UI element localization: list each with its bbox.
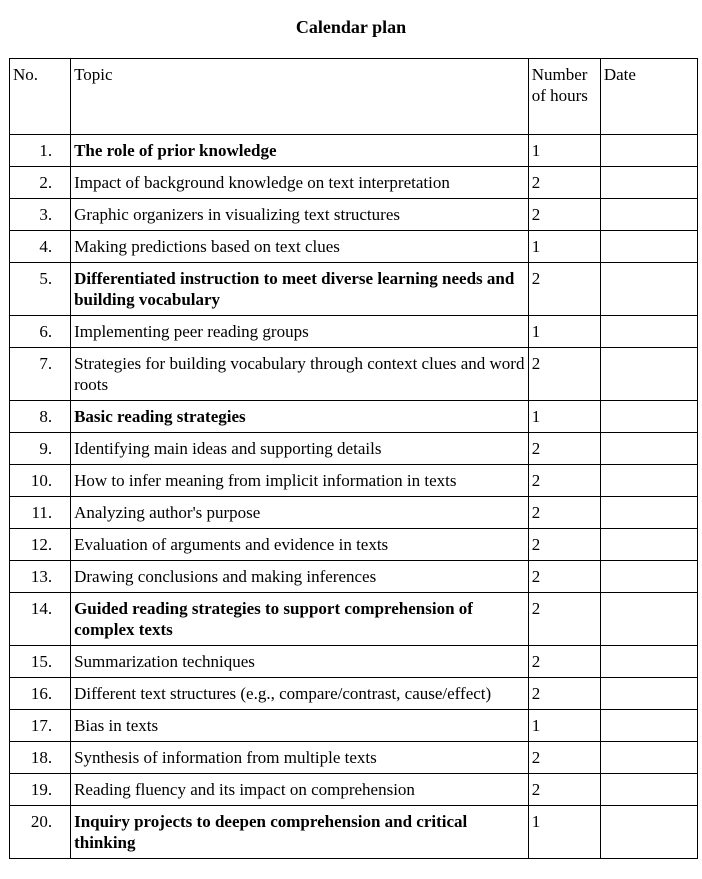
row-number: 20.	[10, 806, 71, 859]
row-topic: Drawing conclusions and making inferences	[71, 561, 529, 593]
table-row	[10, 231, 698, 263]
row-number: 10.	[10, 465, 71, 497]
row-date	[600, 465, 697, 497]
table-row	[10, 806, 698, 859]
row-hours: 2	[528, 646, 600, 678]
table-header-row	[10, 59, 698, 135]
table-row	[10, 199, 698, 231]
row-topic: How to infer meaning from implicit information in texts	[71, 465, 529, 497]
table-row	[10, 646, 698, 678]
row-hours: 2	[528, 497, 600, 529]
header-topic: Topic	[71, 59, 529, 135]
row-topic: Reading fluency and its impact on comprehension	[71, 774, 529, 806]
row-hours: 2	[528, 529, 600, 561]
row-topic: Implementing peer reading groups	[71, 316, 529, 348]
table-row	[10, 433, 698, 465]
table-row	[10, 678, 698, 710]
table-row	[10, 465, 698, 497]
header-hours: Number of hours	[528, 59, 600, 135]
row-topic-section: The role of prior knowledge	[71, 135, 529, 167]
row-topic: Synthesis of information from multiple texts	[71, 742, 529, 774]
row-hours: 1	[528, 710, 600, 742]
table-row	[10, 348, 698, 401]
row-hours: 1	[528, 316, 600, 348]
row-date	[600, 561, 697, 593]
row-hours: 2	[528, 167, 600, 199]
row-topic: Analyzing author's purpose	[71, 497, 529, 529]
table-row	[10, 497, 698, 529]
row-date	[600, 263, 697, 316]
row-date	[600, 135, 697, 167]
row-hours: 1	[528, 231, 600, 263]
row-number: 1.	[10, 135, 71, 167]
row-date	[600, 774, 697, 806]
row-date	[600, 742, 697, 774]
row-topic: Summarization techniques	[71, 646, 529, 678]
row-hours: 2	[528, 742, 600, 774]
row-date	[600, 678, 697, 710]
table-row	[10, 529, 698, 561]
row-date	[600, 231, 697, 263]
table-row	[10, 316, 698, 348]
row-hours: 2	[528, 263, 600, 316]
row-topic-section: Inquiry projects to deepen comprehension and critical thinking	[71, 806, 529, 859]
row-date	[600, 167, 697, 199]
table-row	[10, 593, 698, 646]
row-date	[600, 433, 697, 465]
row-number: 16.	[10, 678, 71, 710]
row-date	[600, 348, 697, 401]
row-hours: 2	[528, 774, 600, 806]
row-number: 3.	[10, 199, 71, 231]
row-number: 18.	[10, 742, 71, 774]
row-number: 9.	[10, 433, 71, 465]
row-topic: Strategies for building vocabulary through context clues and word roots	[71, 348, 529, 401]
table-row	[10, 401, 698, 433]
row-number: 19.	[10, 774, 71, 806]
row-hours: 1	[528, 135, 600, 167]
row-number: 11.	[10, 497, 71, 529]
row-topic: Impact of background knowledge on text interpretation	[71, 167, 529, 199]
row-number: 12.	[10, 529, 71, 561]
row-number: 2.	[10, 167, 71, 199]
row-hours: 2	[528, 199, 600, 231]
row-hours: 2	[528, 593, 600, 646]
row-hours: 2	[528, 348, 600, 401]
row-number: 7.	[10, 348, 71, 401]
row-date	[600, 529, 697, 561]
row-number: 15.	[10, 646, 71, 678]
table-body	[10, 135, 698, 859]
row-topic: Identifying main ideas and supporting details	[71, 433, 529, 465]
row-date	[600, 401, 697, 433]
row-topic: Evaluation of arguments and evidence in texts	[71, 529, 529, 561]
row-date	[600, 593, 697, 646]
page-title: Calendar plan	[295, 17, 407, 37]
row-number: 13.	[10, 561, 71, 593]
row-date	[600, 710, 697, 742]
row-date	[600, 316, 697, 348]
header-date: Date	[600, 59, 697, 135]
row-topic: Different text structures (e.g., compare/contrast, cause/effect)	[71, 678, 529, 710]
row-topic-section: Basic reading strategies	[71, 401, 529, 433]
row-date	[600, 806, 697, 859]
table-row	[10, 774, 698, 806]
row-topic: Making predictions based on text clues	[71, 231, 529, 263]
table-row	[10, 135, 698, 167]
row-hours: 2	[528, 433, 600, 465]
row-topic-section: Guided reading strategies to support comprehension of complex texts	[71, 593, 529, 646]
row-date	[600, 199, 697, 231]
header-no: No.	[10, 59, 71, 135]
row-number: 5.	[10, 263, 71, 316]
row-topic: Bias in texts	[71, 710, 529, 742]
row-number: 17.	[10, 710, 71, 742]
row-hours: 2	[528, 465, 600, 497]
row-hours: 1	[528, 401, 600, 433]
table-row	[10, 263, 698, 316]
table-row	[10, 167, 698, 199]
table-row	[10, 561, 698, 593]
row-date	[600, 646, 697, 678]
row-hours: 2	[528, 561, 600, 593]
row-topic-section: Differentiated instruction to meet diverse learning needs and building vocabulary	[71, 263, 529, 316]
row-hours: 1	[528, 806, 600, 859]
row-number: 14.	[10, 593, 71, 646]
row-number: 8.	[10, 401, 71, 433]
table-row	[10, 742, 698, 774]
row-number: 4.	[10, 231, 71, 263]
row-hours: 2	[528, 678, 600, 710]
row-date	[600, 497, 697, 529]
table-row	[10, 710, 698, 742]
row-topic: Graphic organizers in visualizing text structures	[71, 199, 529, 231]
calendar-plan-table	[9, 58, 698, 859]
row-number: 6.	[10, 316, 71, 348]
